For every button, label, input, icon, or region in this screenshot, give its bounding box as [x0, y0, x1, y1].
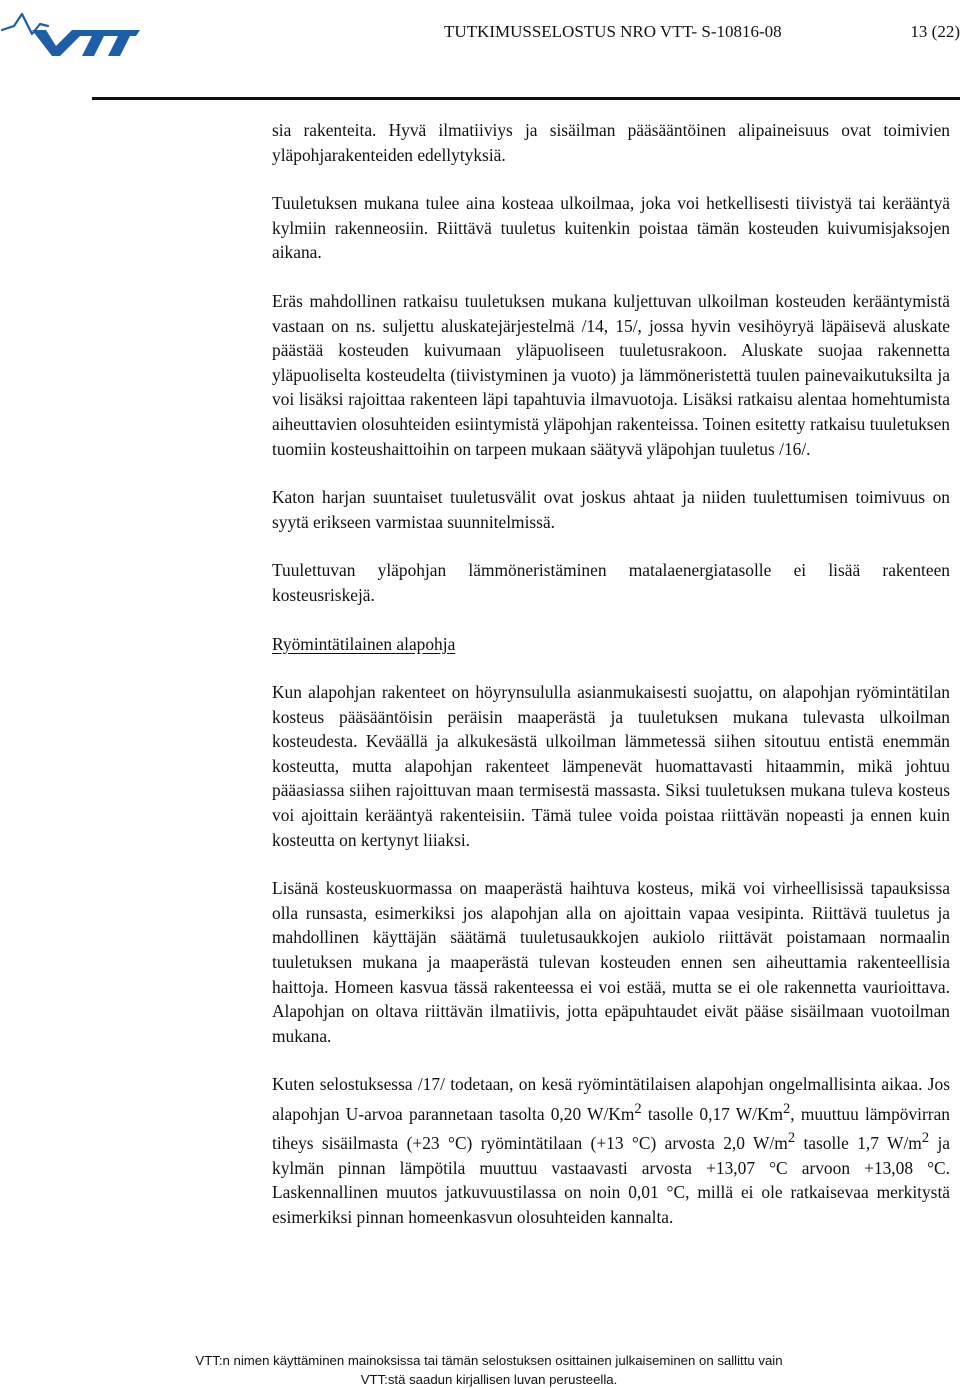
section-heading: Ryömintätilainen alapohja — [272, 633, 456, 654]
footer-notice-line-1: VTT:n nimen käyttäminen mainoksissa tai tämän selostuksen osittainen julkaiseminen on sallittu vain — [195, 1353, 783, 1368]
paragraph-8-part-a: Kuten selostuksessa /17/ todetaan, on kesä ryömintätilaisen alapohjan ongelmallisinta aikaa. Jos alapohjan U-arvoa parannetaan tasolta 0,20 W/Km — [272, 1074, 950, 1124]
footer-notice-line-2: VTT:stä saadun kirjallisen luvan perusteella. — [360, 1372, 618, 1387]
report-title: TUTKIMUSSELOSTUS NRO VTT- S-10816-08 — [444, 22, 782, 41]
document-body — [272, 118, 950, 1254]
paragraph-8 — [272, 1072, 950, 1229]
paragraph-1: sia rakenteita. Hyvä ilmatiiviys ja sisäilman pääsääntöinen alipaineisuus ovat toimivien yläpohjarakenteiden edellytyksiä. — [272, 120, 950, 165]
logo-letter-t2 — [108, 30, 140, 56]
superscript-2: 2 — [634, 1101, 642, 1117]
logo-letter-v — [32, 30, 86, 56]
paragraph-2: Tuuletuksen mukana tulee aina kosteaa ulkoilmaa, joka voi hetkellisesti tiivistyä tai kerääntyä kylmiin rakenneosiin. Riittävä tuuletus kuitenkin poistaa tämän kosteuden kuivumisjaksojen aikana. — [272, 193, 950, 263]
superscript-2: 2 — [783, 1101, 791, 1117]
paragraph-6: Kun alapohjan rakenteet on höyrynsululla asianmukaisesti suojattu, on alapohjan ryömintätilan kosteus pääsääntöisin peräisin maaperästä ja tuuletuksen mukana tulevasta ulkoilman kosteudesta. Keväällä ja alkukesästä ulkoilman lämmetessä siihen sitoutuu entistä enemmän kosteutta, mutta alapohjan rakenteet lämpenevät huomattavasti hitaammin, mikä johtuu pääasiassa siihen rajoittuvan maan termisestä massasta. Siksi tuuletuksen mukana tuleva kosteus voi ajoittain kerääntyä rakenteisiin. Tämä tulee voida poistaa riittävän nopeasti ja ennen kuin kosteutta on kertynyt liiaksi. — [272, 682, 950, 850]
header-divider — [92, 97, 960, 100]
paragraph-8-part-e: ja kylmän pinnan lämpötila muuttuu vastaavasti arvosta +13,07 °C arvoon +13,08 °C. Laskennallinen muutos jatkuvuustilassa on noin 0,01 °C, millä ei ole ratkaisevaa merkitystä esimerkiksi pinnan homeenkasvun olosuhteiden kannalta. — [272, 1133, 950, 1227]
paragraph-8-part-b: tasolle 0,17 W/Km — [641, 1103, 784, 1124]
page-number: 13 (22) — [910, 22, 960, 41]
paragraph-7: Lisänä kosteuskuormassa on maaperästä haihtuva kosteus, mikä voi virheellisissä tapauksissa olla runsasta, esimerkiksi jos alapohjan alla on ajoittain vapaa vesipinta. Riittävä tuuletus ja mahdollinen käyttäjän säätämä tuuletusaukkojen aukiolo riittävät poistamaan normaalin tuuletuksen mukana ja maaperästä tulevan kosteuden ennen sen aiheuttamia rakenteellisia haittoja. Homeen kasvua tässä rakenteessa ei voi estää, mutta se ei ole rakennetta vaurioittava. Alapohjan on oltava riittävän ilmatiivis, jotta epäpuhtaudet eivät pääse sisäilmaan vuotoilman mukana. — [272, 878, 950, 1046]
paragraph-5: Tuulettuvan yläpohjan lämmöneristäminen matalaenergiatasolle ei lisää rakenteen kosteusriskejä. — [272, 560, 950, 605]
paragraph-8-part-d: tasolle 1,7 W/m — [795, 1133, 922, 1154]
paragraph-8-part-c: , muuttuu lämpövirran tiheys sisäilmasta (+23 °C) ryömintätilaan (+13 °C) arvosta 2,0 W/m — [272, 1103, 950, 1154]
superscript-2: 2 — [787, 1130, 796, 1147]
vtt-logo — [0, 4, 142, 56]
paragraph-3: Eräs mahdollinen ratkaisu tuuletuksen mukana kuljettuvan ulkoilman kosteuden kerääntymistä vastaan on ns. suljettu aluskatejärjestelmä /14, 15/, jossa hyvin vesihöyryä läpäisevä aluskate päästää kosteuden kuivumaan yläpuoliseen tuuletusrakoon. Aluskate suojaa rakennetta yläpuoliselta kosteudelta (tiivistyminen ja vuoto) ja lämmöneristettä tuulen painevaikutuksilta ja voi lisäksi rajoittaa rakenteen läpi tapahtuvia ilmavuotoja. Lisäksi ratkaisu alentaa homehtumista aiheuttavien olosuhteiden esiintymistä yläpohjan rakenteissa. Toinen esitetty ratkaisu tuuletuksen tuomiin kosteushaittoihin on tarpeen mukaan säätyvä yläpohjan tuuletus /16/. — [272, 290, 950, 459]
paragraph-4: Katon harjan suuntaiset tuuletusvälit ovat joskus ahtaat ja niiden tuulettumisen toimivuus on syytä erikseen varmistaa suunnitelmissä. — [272, 487, 950, 532]
superscript-2: 2 — [921, 1130, 930, 1147]
